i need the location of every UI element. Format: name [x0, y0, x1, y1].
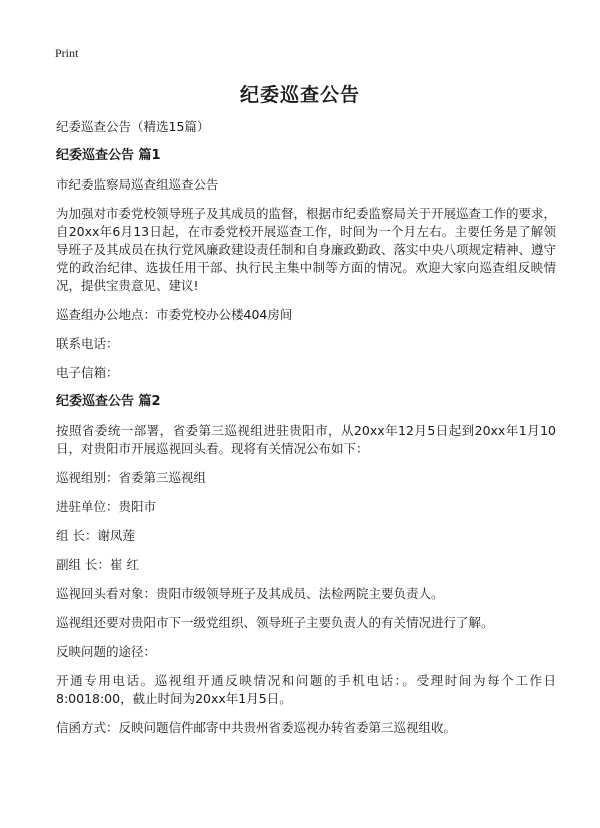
section-heading: 纪委巡查公告 篇1 [56, 148, 161, 163]
paragraph: 开通专用电话。巡视组开通反映情况和问题的手机电话：。受理时间为每个工作日8:0018:00，截止时间为20xx年1月5日。 [56, 673, 556, 706]
paragraph: 巡视回头看对象：贵阳市级领导班子及其成员、法检两院主要负责人。 [56, 586, 444, 601]
paragraph: 为加强对市委党校领导班子及其成员的监督，根据市纪委监察局关于开展巡查工作的要求，自20xx年6月13日起，在市委党校开展巡查工作，时间为一个月左右。主要任务是了解领导班子及其成员在执行党风廉政建设责任制和自身廉政勤政、落实中央八项规定精神、遵守党的政治纪律、选拔任用干部、执行民主集中制等方面的情况。欢迎大家向巡查组反映情况，提供宝贵意见、建议! [56, 206, 557, 293]
paragraph: 市纪委监察局巡查组巡查公告 [56, 177, 219, 192]
section-heading: 纪委巡查公告 篇2 [56, 394, 161, 409]
paragraph: 巡视组别：省委第三巡视组 [56, 470, 207, 485]
paragraph: 巡查组办公地点：市委党校办公楼404房间 [56, 307, 293, 322]
paragraph: 组 长：谢凤莲 [56, 528, 135, 543]
paragraph: 电子信箱： [56, 365, 119, 380]
paragraph: 巡视组还要对贵阳市下一级党组织、领导班子主要负责人的有关情况进行了解。 [56, 615, 494, 630]
paragraph: 进驻单位：贵阳市 [56, 499, 157, 514]
print-label: Print [55, 46, 79, 60]
page-title: 纪委巡查公告 [239, 84, 360, 106]
paragraph: 信函方式：反映问题信件邮寄中共贵州省委巡视办转省委第三巡视组收。 [56, 720, 457, 735]
document-subtitle: 纪委巡查公告（精选15篇） [56, 119, 210, 134]
document-body [56, 118, 556, 748]
paragraph: 反映问题的途径： [56, 644, 157, 659]
paragraph: 联系电话： [56, 336, 119, 351]
paragraph: 副组 长：崔 红 [56, 557, 139, 572]
paragraph: 按照省委统一部署，省委第三巡视组进驻贵阳市，从20xx年12月5日起到20xx年1月10日，对贵阳市开展巡视回头看。现将有关情况公布如下： [56, 423, 556, 456]
